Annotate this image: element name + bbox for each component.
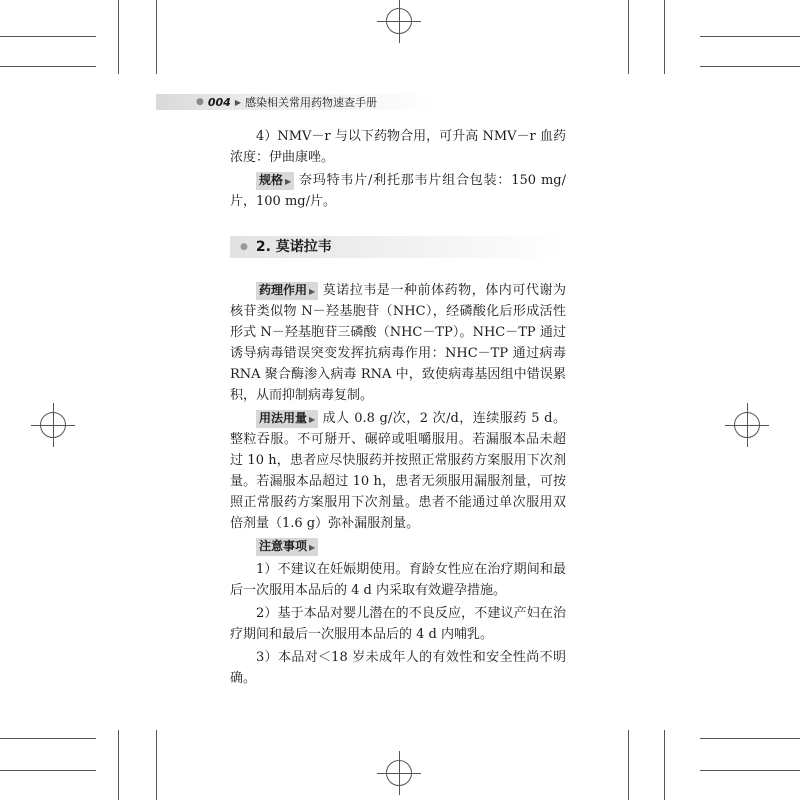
pharmacology-paragraph	[230, 280, 566, 406]
crop-mark	[628, 0, 629, 74]
crop-mark	[0, 36, 96, 37]
section-heading	[230, 236, 566, 258]
dosage-tag: 用法用量 ▶	[256, 410, 318, 428]
crop-mark	[156, 730, 157, 800]
precaution-item: 1）不建议在妊娠期使用。育龄女性应在治疗期间和最后一次服用本品后的 4 d 内采取有效避孕措施。	[230, 562, 566, 598]
crop-mark	[700, 66, 800, 67]
crop-mark	[664, 730, 665, 800]
registration-mark-left	[40, 412, 66, 438]
crop-mark	[118, 730, 119, 800]
pharmacology-tag: 药理作用 ▶	[256, 282, 318, 300]
arrow-icon: ▶	[285, 177, 292, 186]
bullet-icon: ●	[240, 241, 248, 252]
section-title: 2. 莫诺拉韦	[255, 238, 332, 255]
running-header	[156, 94, 556, 110]
book-title: 感染相关常用药物速查手册	[244, 96, 377, 109]
dosage-text: 成人 0.8 g/次，2 次/d，连续服药 5 d。整粒吞服。不可掰开、碾碎或咀嚼服用。若漏服本品未超过 10 h，患者应尽快服药并按照正常服药方案服用下次剂量。若漏服本品超过 10 h，患者无须服用漏服剂量，可按照正常服药方案服用下次剂量。患者不能通过单次服用双倍剂量（1.6 g）弥补漏服剂量。	[230, 411, 566, 531]
spec-tag: 规格 ▶	[256, 172, 294, 190]
precaution-item: 2）基于本品对婴儿潜在的不良反应，不建议产妇在治疗期间和最后一次服用本品后的 4 d 内哺乳。	[230, 606, 566, 642]
arrow-icon: ▶	[309, 287, 316, 296]
crop-mark	[0, 770, 96, 771]
registration-mark-right	[734, 412, 760, 438]
bullet-icon: ●	[196, 97, 204, 107]
arrow-icon: ▶	[234, 97, 241, 107]
crop-mark	[156, 0, 157, 74]
spec-text: 奈玛特韦片/利托那韦片组合包装：150 mg/片，100 mg/片。	[230, 173, 566, 209]
crop-mark	[664, 0, 665, 74]
spec-paragraph	[230, 170, 566, 212]
crop-mark	[700, 738, 800, 739]
page-body	[230, 126, 566, 691]
dosage-paragraph	[230, 408, 566, 534]
registration-mark-top	[386, 8, 412, 34]
precaution-item: 3）本品对＜18 岁未成年人的有效性和安全性尚不明确。	[230, 650, 566, 686]
crop-mark	[118, 0, 119, 74]
drug-interaction-item: 4）NMV－r 与以下药物合用，可升高 NMV－r 血药浓度：伊曲康唑。	[230, 129, 566, 165]
arrow-icon: ▶	[309, 415, 316, 424]
crop-mark	[0, 738, 96, 739]
crop-mark	[700, 36, 800, 37]
arrow-icon: ▶	[309, 543, 316, 552]
registration-mark-bottom	[386, 760, 412, 786]
precautions-tag: 注意事项 ▶	[256, 538, 318, 556]
crop-mark	[628, 730, 629, 800]
crop-mark	[700, 770, 800, 771]
precautions-heading	[230, 536, 566, 557]
crop-mark	[0, 66, 96, 67]
pharmacology-text: 莫诺拉韦是一种前体药物，体内可代谢为核苷类似物 N－羟基胞苷（NHC），经磷酸化后形成活性形式 N－羟基胞苷三磷酸（NHC－TP）。NHC－TP 通过诱导病毒错误突变发挥抗病毒作用：NHC－TP 通过病毒 RNA 聚合酶渗入病毒 RNA 中，致使病毒基因组中错误累积，从而抑制病毒复制。	[230, 283, 566, 403]
page-number: 004	[207, 95, 231, 109]
